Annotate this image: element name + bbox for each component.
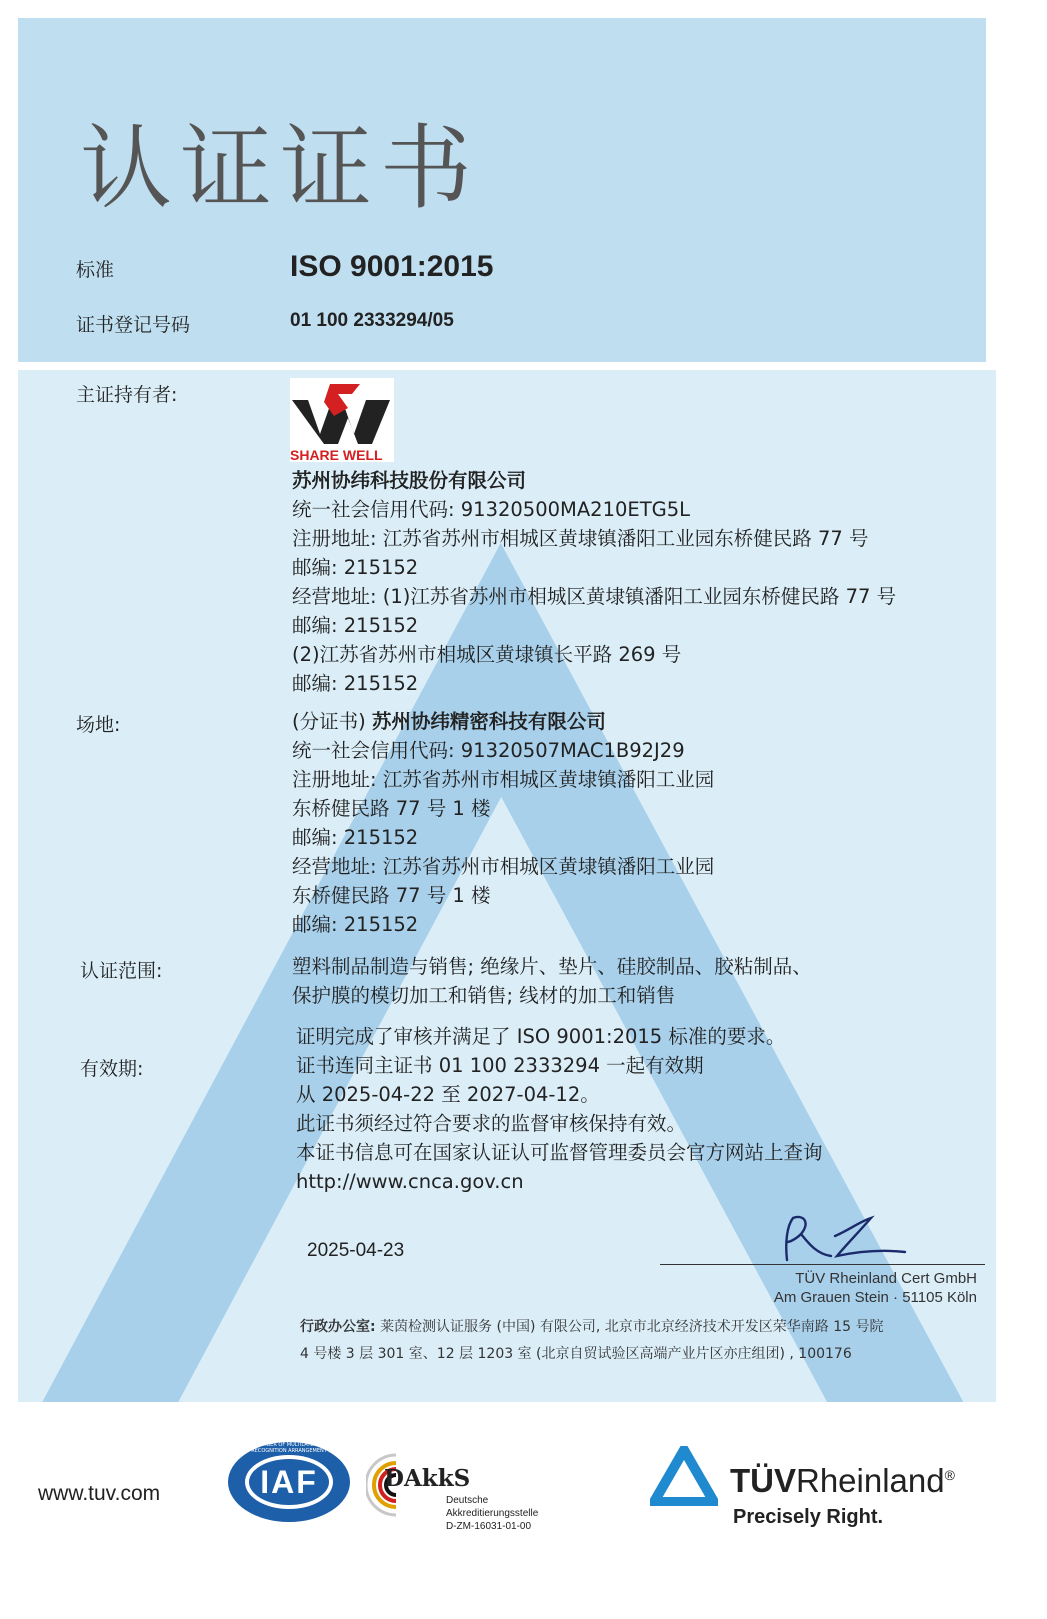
office-label: 行政办公室: <box>300 1319 376 1335</box>
validity-block <box>296 1022 823 1196</box>
site-line: 经营地址: 江苏省苏州市相城区黄埭镇潘阳工业园 <box>292 855 715 878</box>
holder-line: 统一社会信用代码: 91320500MA210ETG5L <box>292 498 691 521</box>
scope-line: 塑料制品制造与销售; 绝缘片、垫片、硅胶制品、胶粘制品、 <box>292 955 812 978</box>
dakks-name: DAkkS <box>384 1465 471 1492</box>
tuv-brand <box>730 1462 955 1500</box>
holder-line: 经营地址: (1)江苏省苏州市相城区黄埭镇潘阳工业园东桥健民路 77 号 <box>292 585 897 608</box>
office-line-1: 行政办公室: 莱茵检测认证服务 (中国) 有限公司, 北京市北京经济技术开发区荣华南路 15 号院 <box>300 1319 884 1335</box>
dakks-code: D-ZM-16031-01-00 <box>446 1521 532 1532</box>
site-line: 东桥健民路 77 号 1 楼 <box>292 797 491 820</box>
tuv-brand-bold: TÜV <box>730 1462 796 1499</box>
validity-line: 本证书信息可在国家认证认可监督管理委员会官方网站上查询 <box>296 1141 823 1164</box>
site-company: 苏州协纬精密科技有限公司 <box>371 710 606 733</box>
tuv-registered: ® <box>944 1467 955 1483</box>
cnca-link[interactable]: http://www.cnca.gov.cn <box>296 1170 524 1193</box>
standard-value: ISO 9001:2015 <box>290 250 494 283</box>
validity-line: 证明完成了审核并满足了 ISO 9001:2015 标准的要求。 <box>296 1025 786 1048</box>
registration-number: 01 100 2333294/05 <box>290 310 454 331</box>
tuv-slogan: Precisely Right. <box>733 1506 884 1528</box>
logo-text: SHARE WELL <box>290 447 383 463</box>
holder-company: 苏州协纬科技股份有限公司 <box>292 469 527 492</box>
scope-block <box>292 952 812 1010</box>
issue-date: 2025-04-23 <box>307 1240 405 1261</box>
site-line: 注册地址: 江苏省苏州市相城区黄埭镇潘阳工业园 <box>292 768 715 791</box>
dakks-line2: Akkreditierungsstelle <box>446 1508 539 1519</box>
office-line-2: 4 号楼 3 层 301 室、12 层 1203 室 (北京自贸试验区高端产业片区亦庄组团) , 100176 <box>300 1346 852 1362</box>
issuer-name: TÜV Rheinland Cert GmbH <box>795 1270 977 1287</box>
site-line: 邮编: 215152 <box>292 826 419 849</box>
tuv-brand-rest: Rheinland <box>796 1462 945 1499</box>
signature-line <box>660 1264 985 1265</box>
certificate-title: 认证证书 <box>80 115 481 222</box>
scope-line: 保护膜的模切加工和销售; 线材的加工和销售 <box>292 984 676 1007</box>
registration-label: 证书登记号码 <box>76 314 191 336</box>
footer-website-link[interactable]: www.tuv.com <box>38 1482 161 1505</box>
holder-line: 邮编: 215152 <box>292 556 419 579</box>
iaf-text: IAF <box>260 1464 318 1500</box>
iaf-ring-text: MEMBER OF MULTILATERAL RECOGNITION ARRANGEMENT <box>251 1442 327 1454</box>
holder-block <box>292 466 896 698</box>
scope-label: 认证范围: <box>80 960 163 982</box>
site-line: 统一社会信用代码: 91320507MAC1B92J29 <box>292 739 685 762</box>
holder-line: 注册地址: 江苏省苏州市相城区黄埭镇潘阳工业园东桥健民路 77 号 <box>292 527 869 550</box>
issuer-address: Am Grauen Stein · 51105 Köln <box>773 1289 977 1306</box>
validity-line: 从 2025-04-22 至 2027-04-12。 <box>296 1083 600 1106</box>
validity-line: 证书连同主证书 01 100 2333294 一起有效期 <box>296 1054 704 1077</box>
site-line: 邮编: 215152 <box>292 913 419 936</box>
holder-line: (2)江苏省苏州市相城区黄埭镇长平路 269 号 <box>292 643 682 666</box>
iaf-badge <box>226 1440 352 1524</box>
site-prefix: (分证书) <box>292 710 372 733</box>
standard-label: 标准 <box>76 259 115 281</box>
dakks-line1: Deutsche <box>446 1495 489 1506</box>
tuv-triangle-icon <box>650 1446 718 1506</box>
signature-icon <box>775 1212 915 1264</box>
holder-label: 主证持有者: <box>76 384 178 406</box>
holder-line: 邮编: 215152 <box>292 614 419 637</box>
validity-label: 有效期: <box>80 1058 144 1080</box>
site-label: 场地: <box>76 714 121 736</box>
site-line: 东桥健民路 77 号 1 楼 <box>292 884 491 907</box>
holder-line: 邮编: 215152 <box>292 672 419 695</box>
validity-line: 此证书须经过符合要求的监督审核保持有效。 <box>296 1112 687 1135</box>
site-block <box>292 707 714 939</box>
